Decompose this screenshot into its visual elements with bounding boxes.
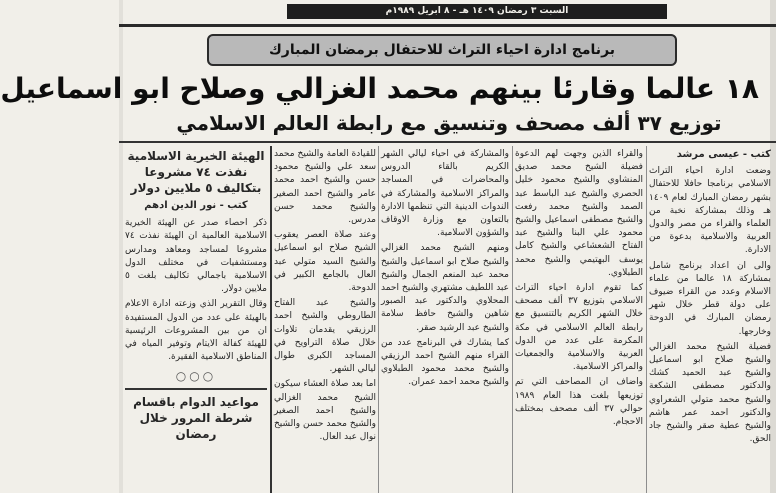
column-paragraph: اما بعد صلاة العشاء سيكون الشيخ محمد الغزالي والشيخ احمد الصغير والشيخ محمد حسن والشيخ نوال عبد العال.	[274, 379, 376, 443]
article-headline: ١٨ عالما وقارئا بينهم محمد الغزالي وصلاح ابو اسماعيل	[0, 72, 759, 105]
column-paragraph: واضاف ان المصاحف التي تم توزيعها بلغت هذا العام ١٩٨٩ حوالي ٣٧ ألف مصحف بمختلف الاحجام.	[515, 377, 643, 428]
column-paragraph: والى ان اعداد برنامج شامل بمشاركة ١٨ عالما من علماء الاسلام وعدد من القراء ضيوف على دولة قطر خلال شهر رمضان المبارك في الدوحة وخارجها.	[649, 260, 771, 337]
second-story-headline: مواعيد الدوام باقسام شرطة المرور خلال رمضان	[133, 394, 259, 441]
article-column-2	[515, 148, 643, 493]
article-subheadline: توزيع ٣٧ ألف مصحف وتنسيق مع رابطة العالم الاسلامي	[176, 111, 722, 135]
top-rule	[119, 24, 776, 27]
column-separator	[512, 146, 513, 493]
sidebar-story	[125, 148, 267, 493]
story-divider-dots: ○○○	[175, 369, 217, 384]
column-paragraph: وضعت ادارة احياء التراث الاسلامي برنامجا حافلا للاحتفال بشهر رمضان المبارك لعام ١٤٠٩ هـ وذلك بمشاركة نخبة من العلماء والقراء من مصر والدول العربية والاسلامية بدعوة من الادارة.	[649, 166, 771, 256]
column-paragraph: كما يشارك في البرنامج عدد من القراء منهم الشيخ احمد الرزيقي والشيخ محمد محمود الطبلاوي والشيخ محمد احمد عمران.	[381, 337, 509, 388]
column-paragraph: كما تقوم ادارة احياء التراث الاسلامي بتوزيع ٣٧ ألف مصحف خلال الشهر الكريم بالتنسيق مع رابطة العالم الاسلامي في مكة المكرمة على عدد من الدول العربية والاسلامية والجمعيات والمراكز الاسلامية.	[515, 283, 643, 373]
sidebar-separator	[270, 146, 272, 493]
column-separator	[378, 146, 379, 493]
column-separator	[646, 146, 647, 493]
column-paragraph: والشيخ عبد الفتاح الطاروطي والشيخ احمد الرزيقي يقدمان تلاوات خلال صلاة التراويح في المساجد الكبرى طوال ليالي الشهر.	[274, 298, 376, 375]
article-byline: كتب - عيسى مرشد	[676, 149, 771, 160]
sidebar-byline: كتب - نور الدين ادهم	[144, 200, 248, 211]
column-paragraph: والمشاركة في احياء ليالي الشهر الكريم بالقاء الدروس والمحاضرات في المساجد والمراكز الاسلامية والمشاركة في الندوات الدينية التي تنظمها الادارة بالتعاون مع وزارة الاوقاف والشؤون الاسلامية.	[381, 149, 509, 239]
column-paragraph: فضيلة الشيخ محمد الغزالي والشيخ صلاح ابو اسماعيل والشيخ عبد الحميد كشك والدكتور مصطفى الشكعة والشيخ محمد متولي الشعراوي والدكتور احمد عمر هاشم والشيخ عطية صقر والشيخ جاد الحق.	[649, 341, 771, 445]
article-column-3	[381, 148, 509, 493]
article-kicker: برنامج ادارة احياء التراث للاحتفال برمضان المبارك	[207, 34, 677, 66]
article-column-4	[274, 148, 376, 493]
sidebar-rule	[125, 388, 267, 390]
headline-rule	[119, 141, 776, 143]
date-line: السبت ٣ رمضان ١٤٠٩ هـ - ٨ ابريل ١٩٨٩م	[287, 4, 667, 19]
column-paragraph: ومنهم الشيخ محمد الغزالي والشيخ صلاح ابو اسماعيل والشيخ محمد عبد المنعم الجمال والشيخ عبد اللطيف مشتهري والشيخ احمد المحلاوي والدكتور عبد الصبور شاهين والشيخ حافظ سلامة والشيخ عبد الرشيد صقر.	[381, 243, 509, 333]
sidebar-paragraph: وقال التقرير الذي وزعته ادارة الاعلام بالهيئة على عدد من الدول المستفيدة ان من بين المشروعات الرئيسية للهيئة كفالة الايتام وتوفير المياه في المناطق الاسلامية الفقيرة.	[125, 299, 267, 363]
sidebar-paragraph: ذكر احصاء صدر عن الهيئة الخيرية الاسلامية العالمية ان الهيئة نفذت ٧٤ مشروعا لمساجد ومعاهد ومدارس ومستشفيات في مختلف الدول الاسلامية باجمالي تكاليف بلغت ٥ ملايين دولار.	[125, 218, 267, 295]
column-paragraph: وعند صلاة العصر يعقوب الشيخ صلاح ابو اسماعيل والشيخ السيد متولي عبد العال بالجامع الكبير في الدوحة.	[274, 230, 376, 294]
article-column-1	[649, 148, 771, 493]
column-paragraph: والقراء الذين وجهت لهم الدعوة فضيلة الشيخ محمد صديق المنشاوي والشيخ محمود خليل الحصري والشيخ عبد الباسط عبد الصمد والشيخ محمد رفعت والشيخ مصطفى اسماعيل والشيخ محمود علي البنا والشيخ عبد الفتاح الشعشاعي والشيخ كامل يوسف البهتيمي والشيخ محمد الطبلاوي.	[515, 149, 643, 278]
sidebar-headline: الهيئة الخيرية الاسلامية نفذت ٧٤ مشروعا بتكاليف ٥ ملايين دولار	[127, 149, 265, 195]
column-paragraph: للقيادة العامة والشيخ محمد سعد علي والشيخ محمود حسن والشيخ احمد محمد عامر والشيخ احمد الصغير والشيخ محمد حسن مدرس.	[274, 149, 376, 226]
